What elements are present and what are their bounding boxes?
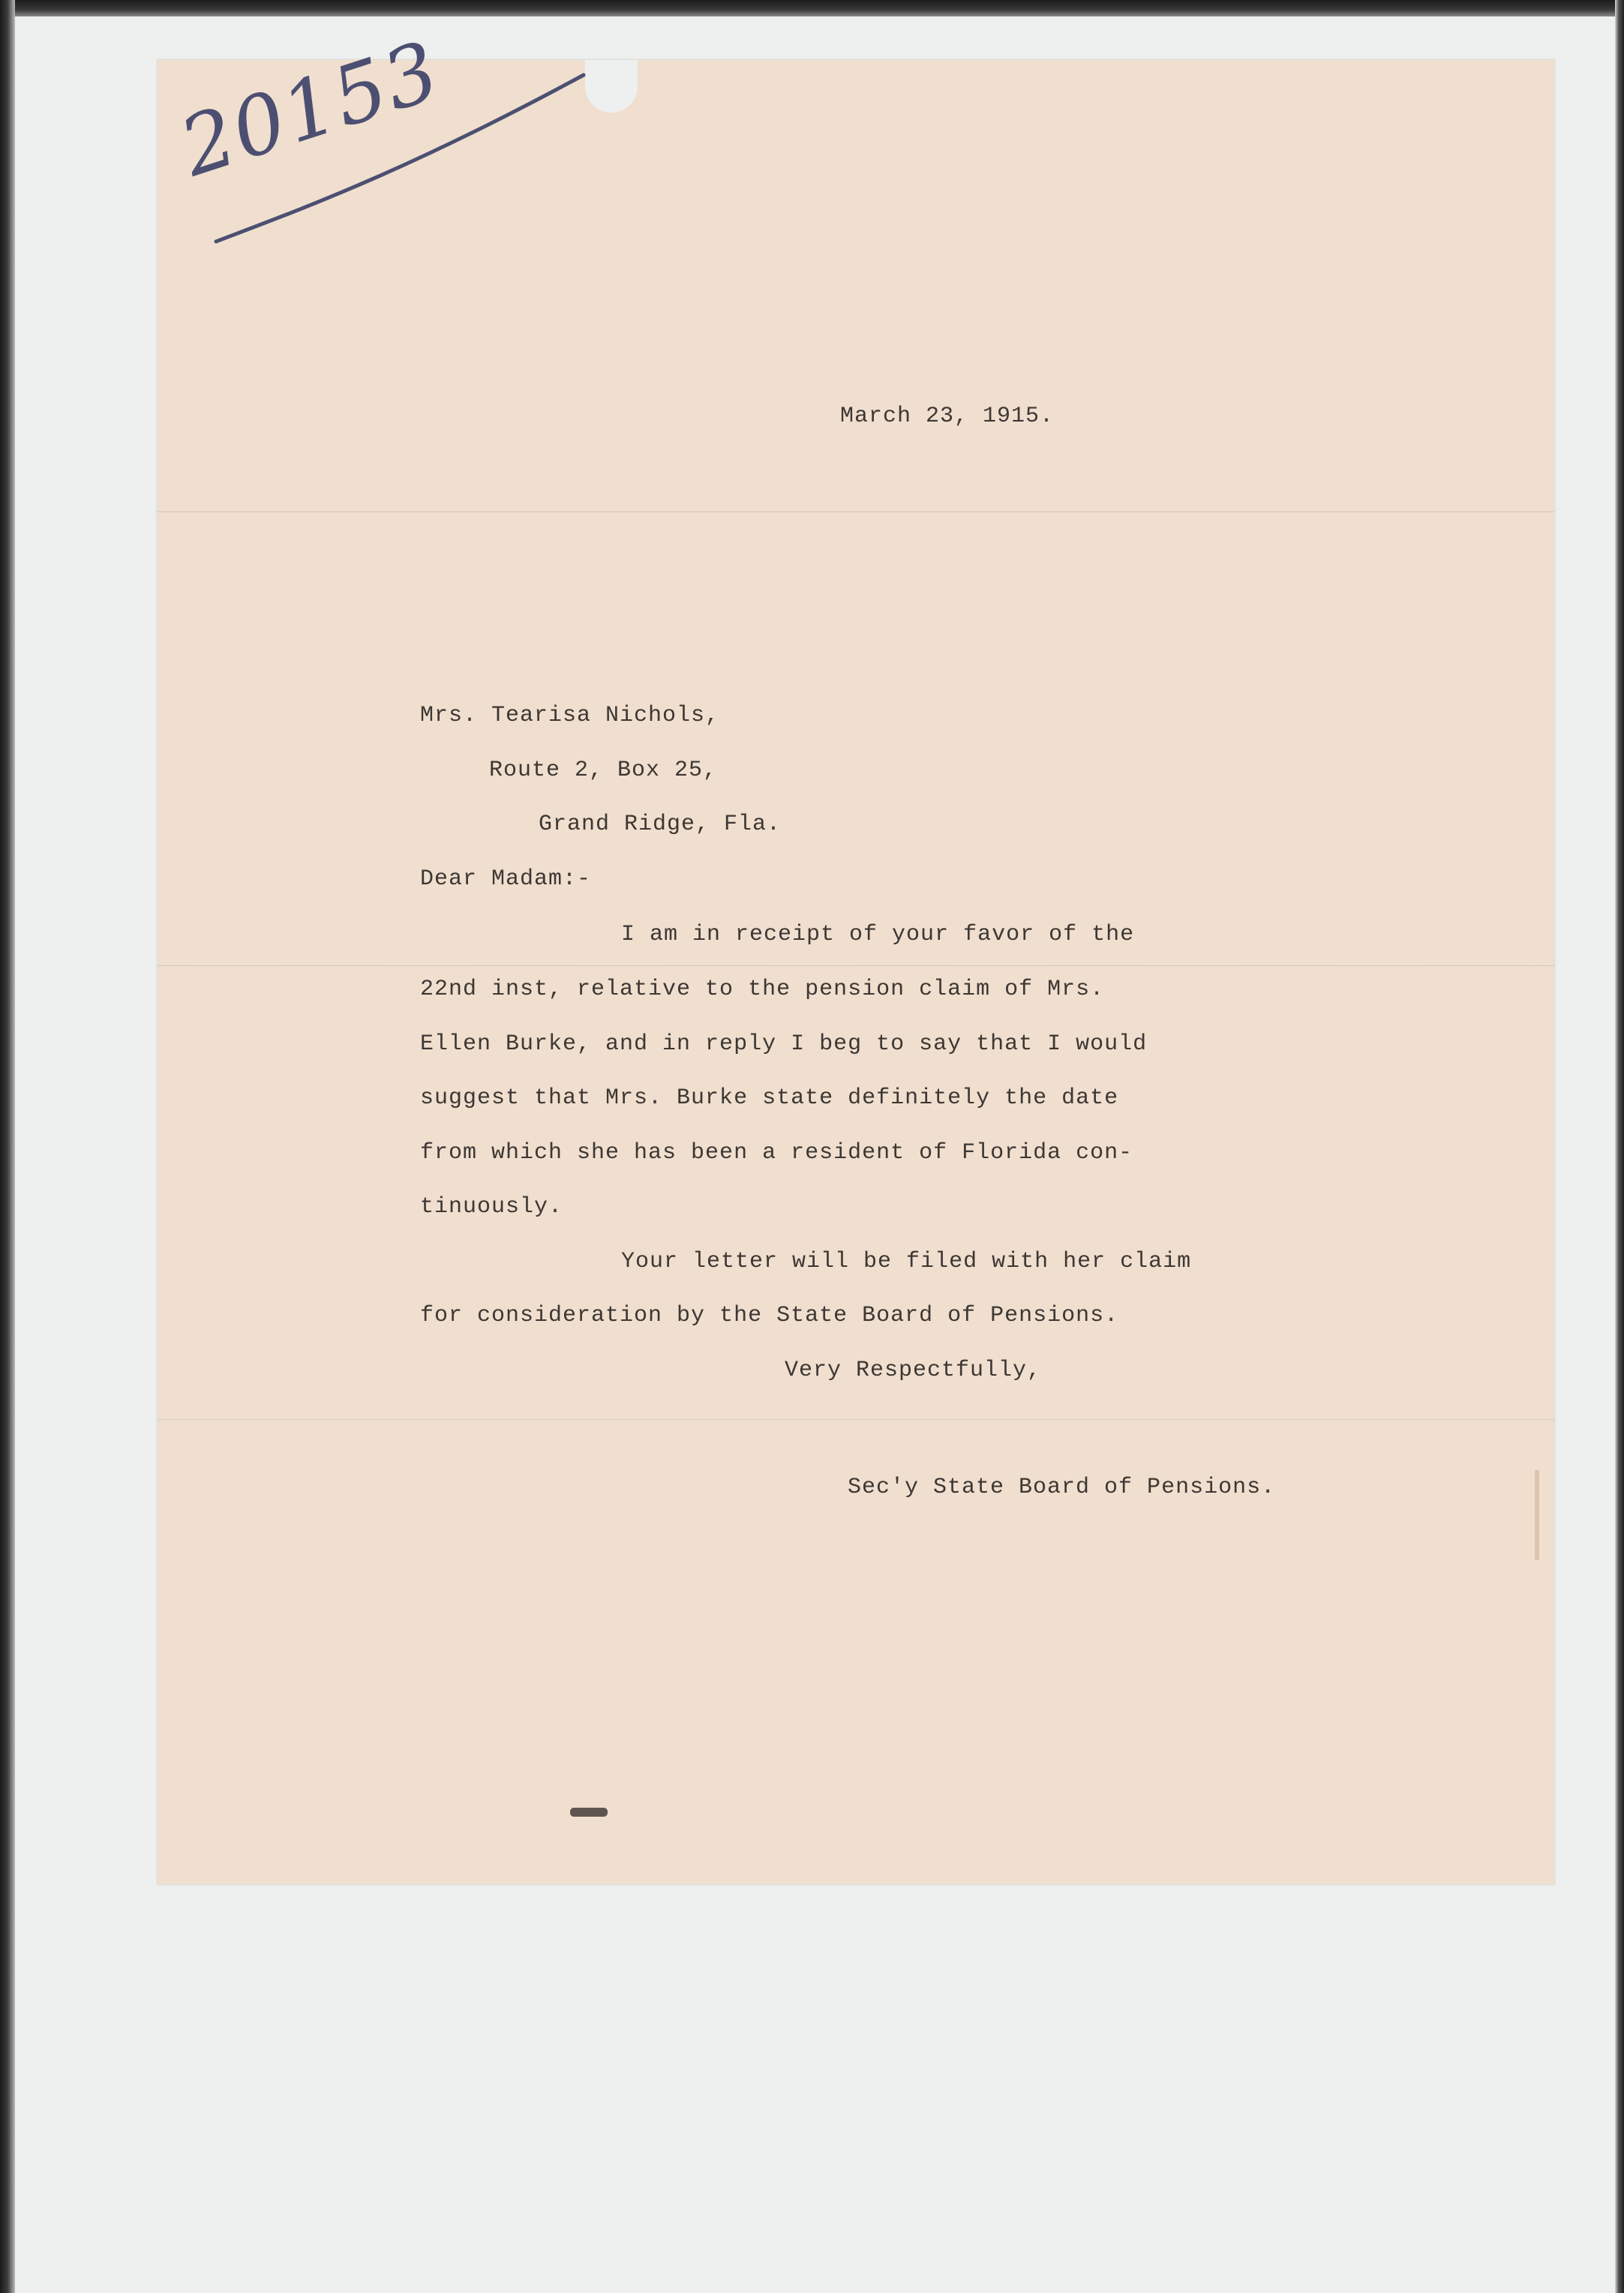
body-line: tinuously. — [420, 1194, 563, 1220]
scanner-right-edge — [1615, 0, 1624, 2293]
letter-date: March 23, 1915. — [840, 404, 1055, 429]
body-line: for consideration by the State Board of Pensions. — [420, 1303, 1119, 1328]
fold-crease — [158, 964, 1554, 966]
scanner-left-edge — [0, 0, 15, 2293]
body-line: 22nd inst, relative to the pension claim of Mrs. — [420, 977, 1105, 1002]
body-line: Your letter will be filed with her claim — [621, 1249, 1192, 1274]
body-line: from which she has been a resident of Florida con- — [420, 1140, 1133, 1166]
edge-mark — [1535, 1470, 1539, 1560]
recipient-route: Route 2, Box 25, — [489, 758, 718, 783]
scanner-top-edge — [0, 0, 1624, 17]
closing: Very Respectfully, — [785, 1358, 1042, 1383]
salutation: Dear Madam:- — [420, 866, 592, 892]
body-line: I am in receipt of your favor of the — [621, 922, 1135, 947]
body-line: Ellen Burke, and in reply I beg to say that I would — [420, 1031, 1148, 1057]
recipient-city: Grand Ridge, Fla. — [539, 812, 782, 837]
fold-crease — [158, 1418, 1554, 1420]
signature-title: Sec'y State Board of Pensions. — [848, 1475, 1276, 1500]
ink-smudge — [570, 1808, 608, 1817]
letter-page — [158, 60, 1554, 1884]
body-line: suggest that Mrs. Burke state definitely the date — [420, 1085, 1119, 1111]
pencil-stroke — [209, 68, 599, 263]
recipient-name: Mrs. Tearisa Nichols, — [420, 703, 720, 728]
handwritten-file-number: 20153 — [170, 23, 452, 195]
fold-crease — [158, 510, 1554, 512]
